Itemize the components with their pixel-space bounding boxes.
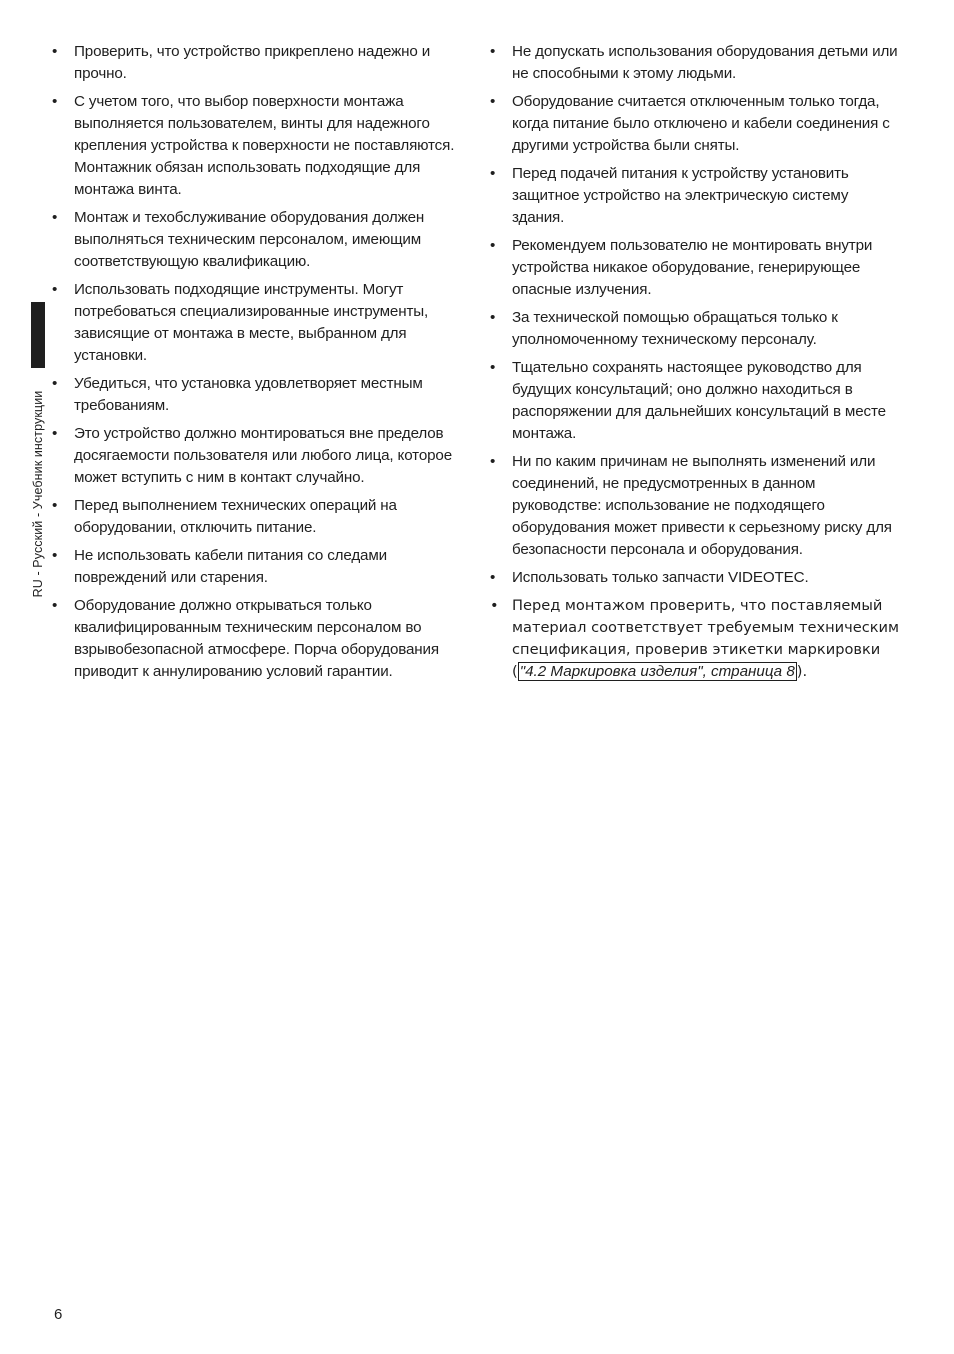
bullet-icon: • bbox=[490, 569, 496, 586]
list-item-text: Ни по каким причинам не выполнять изменений или соединений, не предусмотренных в данном руководстве: использование не подходящего оборудования может привести к серьезному риску для безопасности персонала и оборудования. bbox=[512, 453, 892, 558]
bullet-icon: • bbox=[52, 497, 58, 514]
list-item bbox=[490, 307, 902, 351]
safety-list-left bbox=[52, 41, 462, 689]
list-item-text: С учетом того, что выбор поверхности монтажа выполняется пользователем, винты для надежного крепления устройства к поверхности не поставляются. Монтажник обязан использовать подходящие для монтажа винта. bbox=[74, 93, 455, 198]
list-item-text-end: ). bbox=[796, 663, 808, 680]
bullet-icon: • bbox=[52, 209, 58, 226]
bullet-icon: • bbox=[52, 281, 58, 298]
cross-reference-link[interactable]: "4.2 Маркировка изделия", страница 8 bbox=[519, 663, 795, 680]
list-item bbox=[490, 357, 902, 445]
bullet-icon: • bbox=[490, 43, 496, 60]
list-item-text: Тщательно сохранять настоящее руководство для будущих консультаций; оно должно находиться в распоряжении для дальнейших консультаций в месте монтажа. bbox=[512, 359, 886, 442]
list-item bbox=[52, 495, 462, 539]
list-item-text: Убедиться, что установка удовлетворяет местным требованиям. bbox=[74, 375, 423, 414]
list-item bbox=[52, 423, 462, 489]
bullet-icon: • bbox=[52, 547, 58, 564]
list-item bbox=[52, 373, 462, 417]
list-item-text: За технической помощью обращаться только к уполномоченному техническому персоналу. bbox=[512, 309, 838, 348]
list-item-text: Перед монтажом проверить, что поставляемый материал соответствует требуемым техническим спецификация, проверив этикетки маркировки ( bbox=[512, 597, 900, 680]
bullet-icon: • bbox=[490, 453, 496, 470]
list-item-text: Не допускать использования оборудования детьми или не способными к этому людьми. bbox=[512, 43, 898, 82]
list-item-text: Не использовать кабели питания со следами повреждений или старения. bbox=[74, 547, 387, 586]
list-item-text: Рекомендуем пользователю не монтировать внутри устройства никакое оборудование, генерирующее опасные излучения. bbox=[512, 237, 873, 298]
side-section-label: RU - Русский - Учебник инструкции bbox=[31, 390, 45, 598]
bullet-icon: • bbox=[490, 359, 496, 376]
list-item bbox=[52, 41, 462, 85]
list-item bbox=[490, 41, 902, 85]
list-item-text: Это устройство должно монтироваться вне пределов досягаемости пользователя или любого лица, которое может вступить с ним в контакт случайно. bbox=[74, 425, 453, 486]
list-item bbox=[490, 567, 902, 589]
bullet-icon: • bbox=[52, 375, 58, 392]
list-item-text: Использовать только запчасти VIDEOTEC. bbox=[512, 569, 809, 586]
list-item-text: Оборудование должно открываться только квалифицированным техническим персоналом во взрывобезопасной атмосфере. Порча оборудования приводит к аннулированию условий гарантии. bbox=[74, 597, 439, 680]
list-item bbox=[52, 91, 462, 201]
list-item-text: Монтаж и техобслуживание оборудования должен выполняться техническим персоналом, имеющим соответствующую квалификацию. bbox=[74, 209, 425, 270]
bullet-icon: • bbox=[490, 309, 496, 326]
list-item bbox=[52, 279, 462, 367]
list-item bbox=[52, 595, 462, 683]
safety-list-right bbox=[490, 41, 902, 689]
list-item bbox=[490, 91, 902, 157]
list-item-text: Использовать подходящие инструменты. Могут потребоваться специализированные инструменты, зависящие от монтажа в месте, выбранном для установки. bbox=[74, 281, 429, 364]
bullet-icon: • bbox=[52, 425, 58, 442]
page-number: 6 bbox=[54, 1306, 63, 1323]
bullet-icon: • bbox=[490, 597, 499, 614]
list-item-text: Оборудование считается отключенным только тогда, когда питание было отключено и кабели соединения с другими устройства были сняты. bbox=[512, 93, 890, 154]
bullet-icon: • bbox=[490, 237, 496, 254]
list-item-text: Перед выполнением технических операций на оборудовании, отключить питание. bbox=[74, 497, 397, 536]
list-item bbox=[52, 545, 462, 589]
list-item bbox=[490, 235, 902, 301]
bullet-icon: • bbox=[52, 597, 58, 614]
list-item bbox=[490, 451, 902, 561]
bullet-icon: • bbox=[490, 93, 496, 110]
list-item-text: Проверить, что устройство прикреплено надежно и прочно. bbox=[74, 43, 431, 82]
list-item bbox=[52, 207, 462, 273]
section-tab-marker bbox=[31, 302, 45, 368]
bullet-icon: • bbox=[52, 93, 58, 110]
list-item bbox=[490, 163, 902, 229]
bullet-icon: • bbox=[52, 43, 58, 60]
bullet-icon: • bbox=[490, 165, 496, 182]
list-item-with-reference bbox=[490, 595, 902, 683]
list-item-text: Перед подачей питания к устройству установить защитное устройство на электрическую систему здания. bbox=[512, 165, 849, 226]
